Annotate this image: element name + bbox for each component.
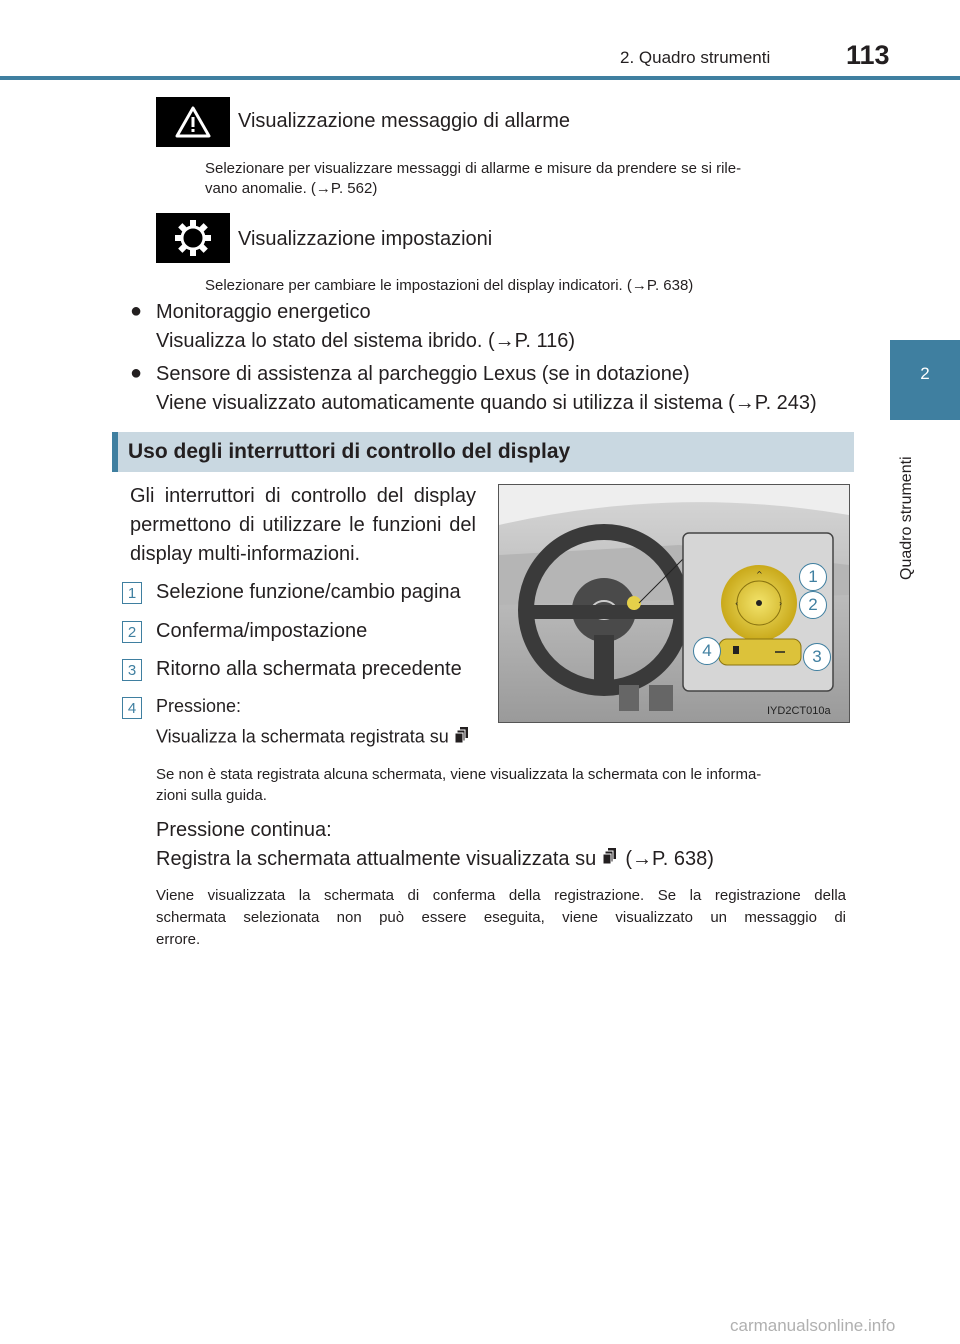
callout: 4 (693, 637, 721, 665)
page-number: 113 (846, 40, 890, 70)
item-number: 1 (122, 582, 142, 604)
press-note-1: Se non è stata registrata alcuna schermata, viene visualizzata la schermata con le informa- (156, 766, 762, 783)
bullet-title: Monitoraggio energetico (156, 301, 371, 323)
steering-switch-figure (498, 484, 850, 723)
press-line-text: Visualizza la schermata registrata su (156, 726, 449, 747)
svg-text:›: › (779, 599, 783, 608)
warning-item-desc-1: Selezionare per visualizzare messaggi di allarme e misure da prendere se si rile- (205, 160, 742, 177)
settings-item-title: Visualizzazione impostazioni (238, 228, 493, 250)
item-text: Ritorno alla schermata precedente (156, 658, 462, 680)
warning-item-desc-2: vano anomalie. (→P. 562) (205, 180, 378, 197)
intro-line-3: display multi-informazioni. (130, 543, 361, 565)
bullet-text: Viene visualizzato automaticamente quando si utilizza il sistema (→P. 243) (156, 392, 817, 414)
screen-registration-icon (454, 726, 472, 749)
item-number: 4 (122, 697, 142, 719)
chapter-side-label: Quadro strumenti (898, 456, 915, 580)
item-text: Selezione funzione/cambio pagina (156, 581, 461, 603)
press-note-2: zioni sulla guida. (156, 787, 267, 804)
warning-icon (156, 97, 230, 147)
hold-text (156, 845, 714, 874)
intro-line-2: permettono di utilizzare le funzioni del (130, 514, 476, 536)
final-line-3: errore. (156, 931, 201, 948)
figure-code: IYD2CT010a (767, 705, 831, 717)
bullet-dot: ● (130, 362, 143, 384)
item-number: 2 (122, 621, 142, 643)
item-text: Pressione: (156, 696, 242, 716)
intro-line-1: Gli interruttori di controllo del display (130, 485, 476, 507)
callout: 3 (803, 643, 831, 671)
callout: 1 (799, 563, 827, 591)
warning-item-title: Visualizzazione messaggio di allarme (238, 110, 571, 132)
bullet-text: Visualizza lo stato del sistema ibrido. (→P. 116) (156, 330, 576, 352)
svg-text:^: ^ (756, 570, 763, 579)
hold-title: Pressione continua: (156, 819, 332, 841)
header-rule (0, 76, 960, 80)
bullet-title: Sensore di assistenza al parcheggio Lexus (se in dotazione) (156, 363, 690, 385)
hold-text-after: (→P. 638) (625, 848, 714, 870)
item-number: 3 (122, 659, 142, 681)
running-header-section: 2. Quadro strumenti (620, 48, 771, 67)
press-line (156, 726, 472, 749)
gear-icon (156, 213, 230, 263)
settings-item-desc: Selezionare per cambiare le impostazioni del display indicatori. (→P. 638) (205, 277, 694, 294)
callout: 2 (799, 591, 827, 619)
hold-text-before: Registra la schermata attualmente visualizzata su (156, 848, 597, 870)
watermark: carmanualsonline.info (730, 1316, 896, 1335)
bullet-dot: ● (130, 300, 143, 322)
screen-registration-icon (602, 845, 620, 874)
item-text: Conferma/impostazione (156, 620, 368, 642)
final-line-1: Viene visualizzata la schermata di conferma della registrazione. Se la registrazione della (156, 887, 846, 904)
chapter-tab: 2 (890, 340, 960, 420)
final-line-2: schermata selezionata non può essere eseguita, viene visualizzato un messaggio di (156, 909, 846, 926)
svg-text:‹: ‹ (735, 599, 739, 608)
section-title: Uso degli interruttori di controllo del display (128, 440, 571, 463)
